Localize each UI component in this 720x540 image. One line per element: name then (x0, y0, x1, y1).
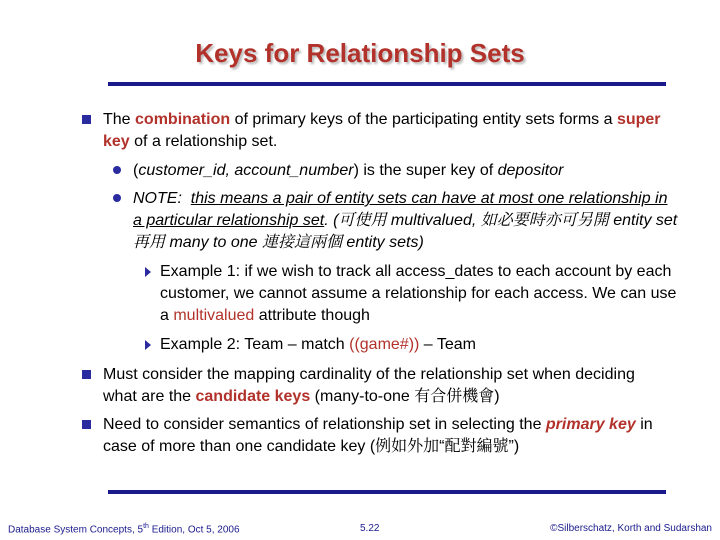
bullet-combination (103, 109, 683, 153)
text: entity set (608, 212, 678, 229)
note-label: NOTE: (133, 190, 182, 207)
text: – Team (419, 336, 476, 353)
text: . (324, 212, 329, 229)
text: of a relationship set. (129, 133, 278, 150)
text: 可使用 (338, 212, 387, 229)
bullet-superkey-example (133, 160, 683, 182)
square-bullet-icon (82, 115, 91, 124)
combination-highlight: combination (135, 111, 231, 128)
super-key-highlight: super key (103, 111, 661, 150)
title-rule (108, 82, 666, 86)
text: ( (133, 162, 139, 179)
game-highlight: ((game#)) (349, 336, 420, 353)
text: multivalued, (386, 212, 481, 229)
bullet-mapping-cardinality (103, 364, 673, 408)
text: Edition, Oct 5, 2006 (148, 524, 240, 536)
text: ( (328, 212, 339, 229)
text: The (103, 111, 136, 128)
text: 再用 (133, 234, 166, 251)
text: ) is the super key of (353, 162, 498, 179)
text: 如必要時亦可另開 (480, 212, 609, 229)
text: Example 2: Team – match (160, 336, 350, 353)
footer-rule (108, 490, 666, 494)
text: th (143, 523, 149, 530)
arrow-bullet-icon (145, 340, 151, 350)
bullet-semantics (103, 414, 678, 458)
candidate-keys-highlight: candidate keys (195, 388, 311, 405)
footer-copyright: ©Silberschatz, Korth and Sudarshan (550, 523, 712, 534)
slide-title: Keys for Relationship Sets (195, 38, 525, 68)
text: Need to consider semantics of relationship set in selecting the (103, 416, 546, 433)
text: attribute though (254, 307, 370, 324)
attributes-text: customer_id, account_number (138, 162, 354, 179)
underlined-text: this means a pair of entity sets can have at most one relationship in a particular relationship set (133, 190, 668, 229)
square-bullet-icon (82, 420, 91, 429)
text: Example 1: if we wish to track all access_dates to each account by each customer, we cannot assume a relationship for each access. We can use a (160, 263, 677, 324)
text: in case of more than one candidate key (例如外加“配對編號”) (103, 416, 653, 455)
text: 連接這兩個 (261, 234, 342, 251)
text: Must consider the mapping cardinality of the relationship set when deciding what are the (103, 366, 635, 405)
bullet-example-1 (160, 261, 680, 327)
text: entity sets) (341, 234, 424, 251)
text: of primary keys of the participating entity sets forms a (230, 111, 617, 128)
text: Database System Concepts, 5 (8, 524, 144, 536)
footer-book-title (8, 523, 240, 535)
bullet-note (133, 188, 678, 254)
square-bullet-icon (82, 370, 91, 379)
round-bullet-icon (113, 194, 121, 202)
text: many to one (165, 234, 262, 251)
text: (many-to-one 有合併機會) (310, 388, 500, 405)
multivalued-highlight: multivalued (173, 307, 255, 324)
bullet-example-2 (160, 334, 680, 356)
round-bullet-icon (113, 166, 121, 174)
entity-text: depositor (497, 162, 564, 179)
arrow-bullet-icon (145, 267, 151, 277)
page-number: 5.22 (360, 523, 380, 534)
primary-key-highlight: primary key (545, 416, 636, 433)
